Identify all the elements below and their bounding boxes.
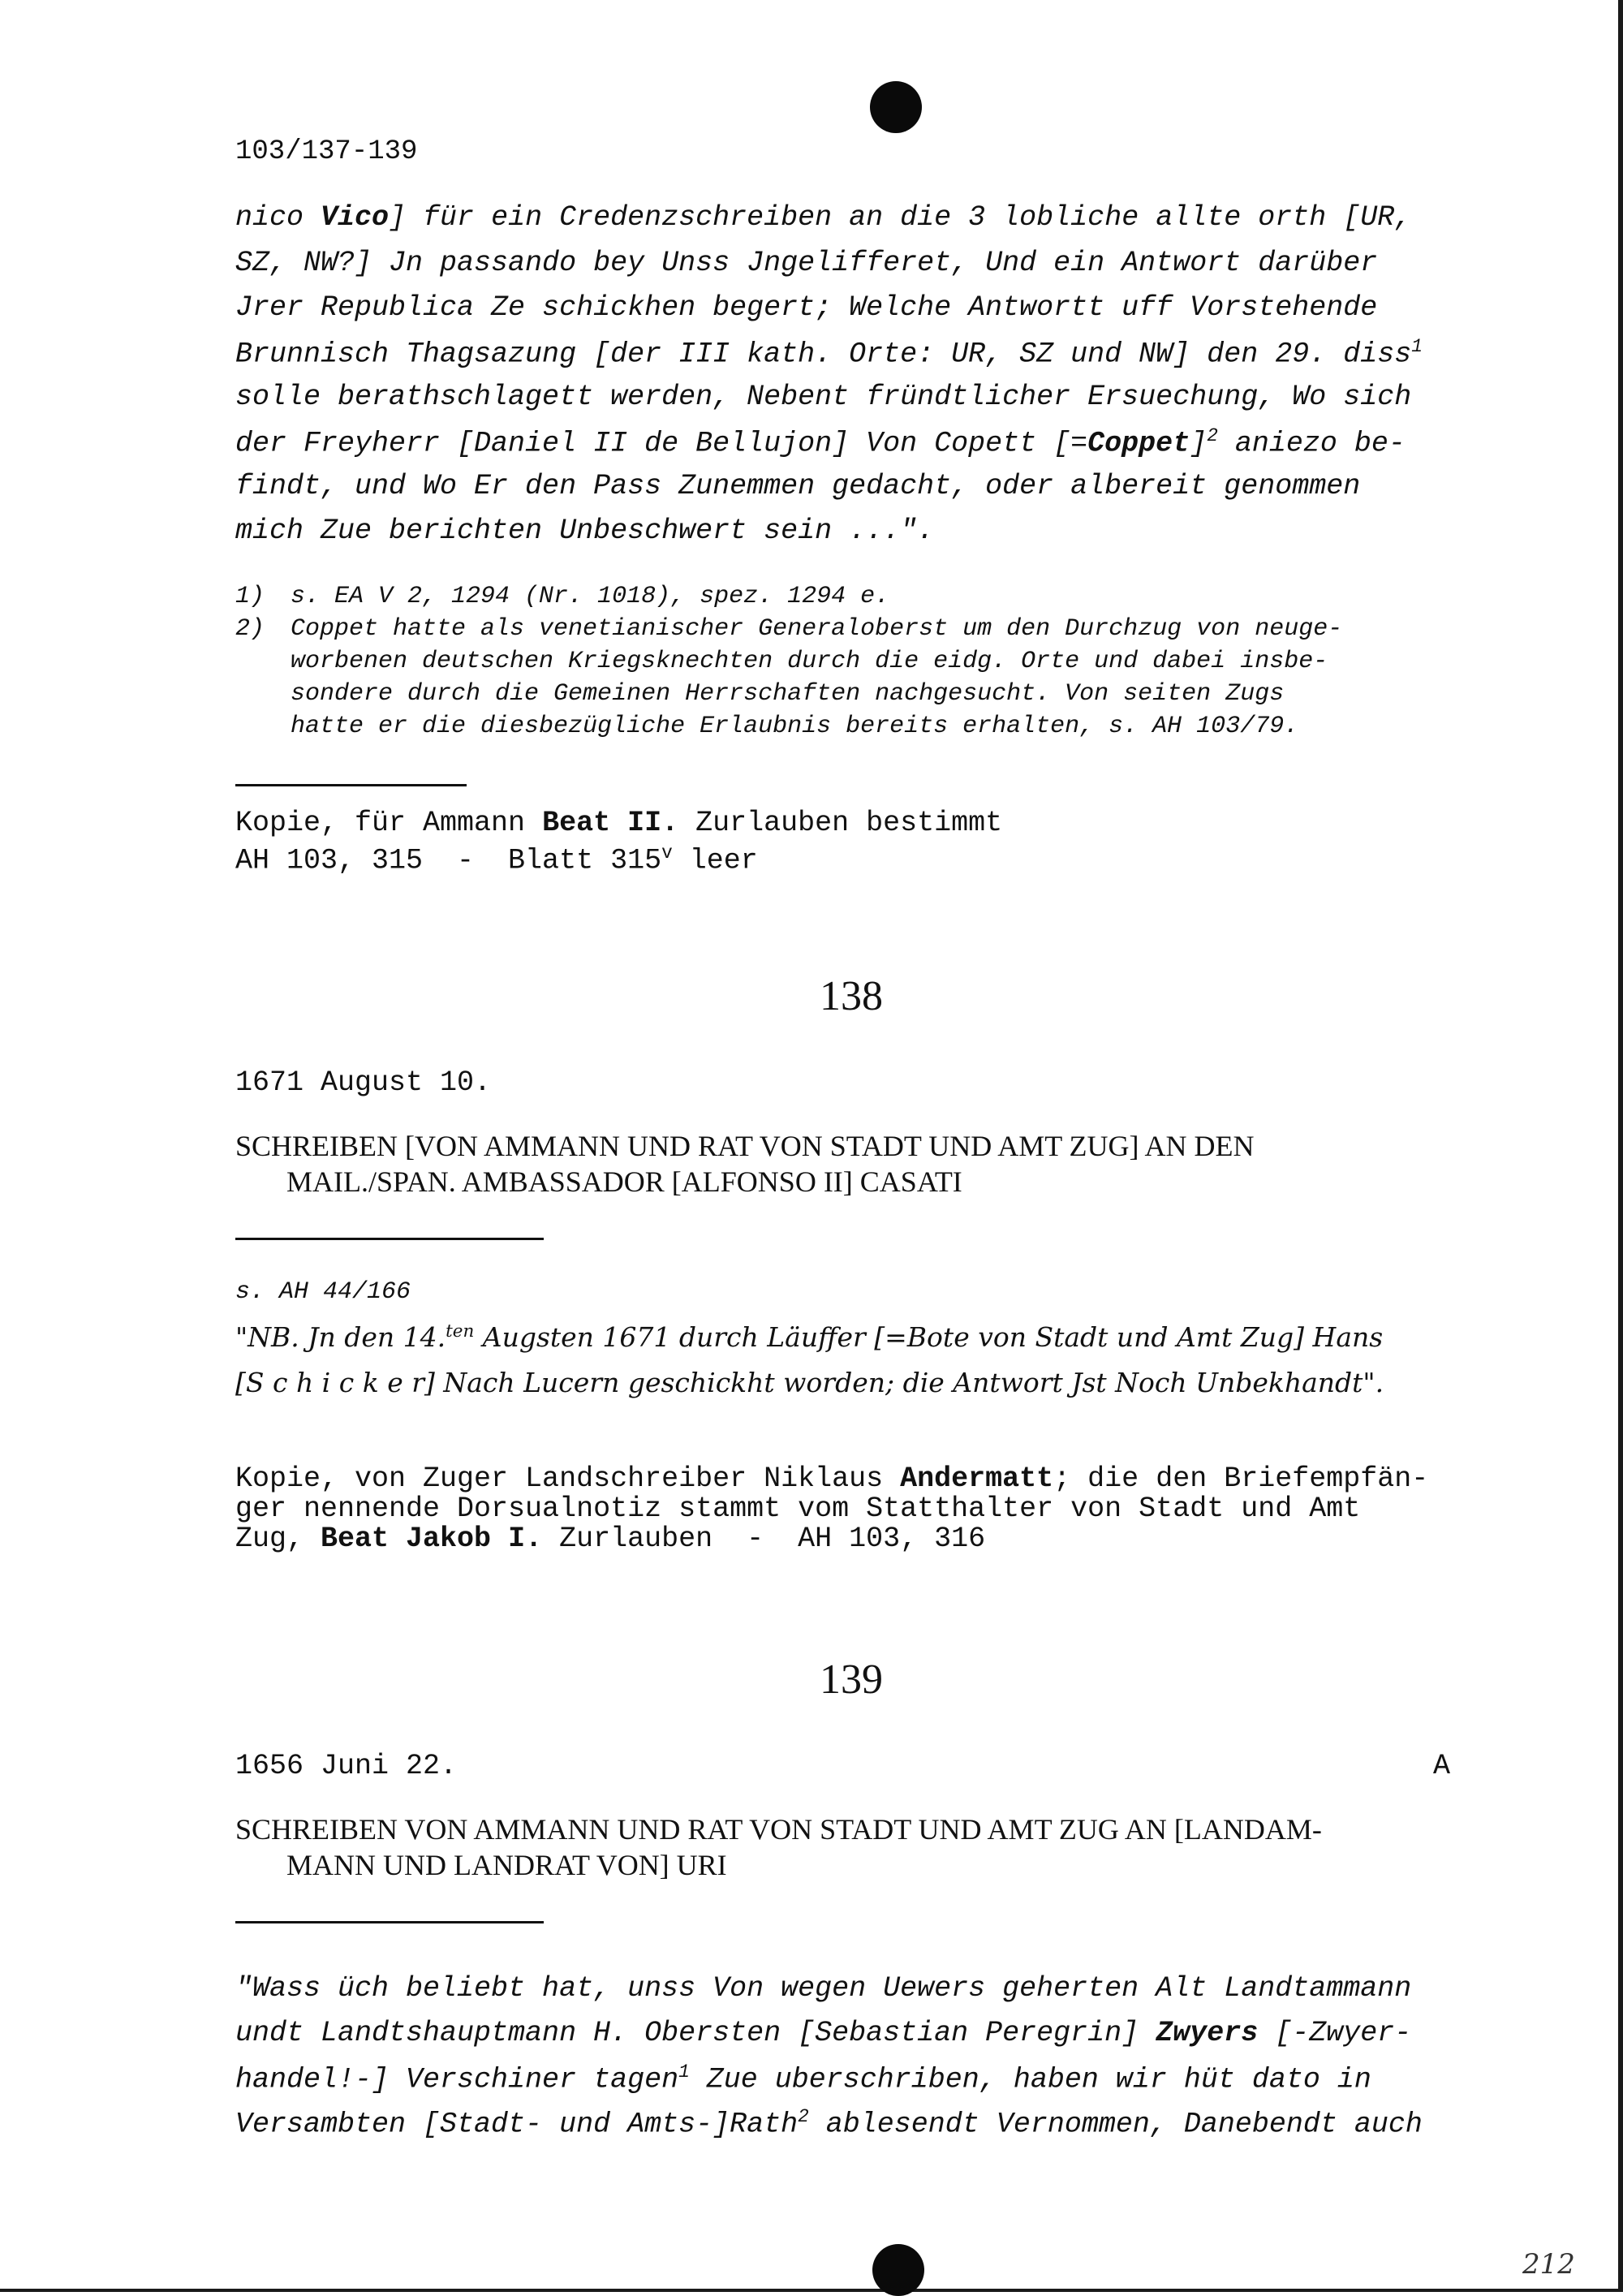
punch-hole-bottom — [872, 2244, 924, 2296]
quote-line: der Freyherr [Daniel II de Bellujon] Von Copett [=Coppet]$^2$ aniezo be- — [235, 425, 1406, 460]
cross-reference: s. AH 44/166 — [235, 1278, 411, 1306]
quote-line: SZ, NW?] Jn passando bey Unss Jngelifferet, Und ein Antwort darüber — [235, 247, 1378, 279]
footnote-text: s. EA V 2, 1294 (Nr. 1018), spez. 1294 e. — [291, 583, 890, 610]
footnote-label: 1) — [235, 583, 265, 610]
footnote-text: sondere durch die Gemeinen Herrschaften nachgesucht. Von seiten Zugs — [291, 680, 1285, 708]
separator — [235, 1238, 544, 1240]
footnote-text: Coppet hatte als venetianischer Generaloberst um den Durchzug von neuge- — [291, 615, 1343, 643]
quote-line: handel!-] Verschiner tagen$^1$ Zue uberschriben, haben wir hüt dato in — [235, 2061, 1371, 2096]
note-line: "NB. Jn den 14.$^{ten}$ Augsten 1671 durch Läuffer [=Bote von Stadt und Amt Zug] Hans — [235, 1321, 1384, 1353]
entry-title: SCHREIBEN VON AMMANN UND RAT VON STADT UND AMT ZUG AN [LANDAM- MANN UND LANDRAT VON] URI — [235, 1813, 1322, 1881]
footnote-text: worbenen deutschen Kriegsknechten durch die eidg. Orte und dabei insbe- — [291, 648, 1328, 675]
quote-line: nico Vico] für ein Credenzschreiben an die 3 lobliche allte orth [UR, — [235, 201, 1412, 234]
separator — [235, 1921, 544, 1923]
version-letter: A — [1433, 1750, 1451, 1782]
footnote-label: 2) — [235, 615, 265, 643]
separator — [235, 784, 467, 786]
reference-number: 103/137-139 — [235, 136, 418, 167]
quote-line: mich Zue berichten Unbeschwert sein ...". — [235, 515, 935, 547]
punch-hole-top — [870, 81, 922, 133]
quote-line: undt Landtshauptmann H. Obersten [Sebastian Peregrin] Zwyers [-Zwyer- — [235, 2017, 1412, 2049]
source-note: Kopie, von Zuger Landschreiber Niklaus Andermatt; die den Briefempfän- ger nennende Dorsualnotiz stammt vom Statthalter von Stadt und Amt Zug, Beat Jakob I. Zurlauben - AH 103, 316 — [235, 1462, 1429, 1555]
handwritten-page-number: 212 — [1522, 2248, 1575, 2281]
quote-line: Jrer Republica Ze schickhen begert; Welche Antwortt uff Vorstehende — [235, 291, 1378, 324]
quote-line: findt, und Wo Er den Pass Zunemmen gedacht, oder albereit genommen — [235, 470, 1361, 502]
entry-date: 1671 August 10. — [235, 1066, 492, 1099]
entry-number: 138 — [820, 973, 883, 1019]
entry-date: 1656 Juni 22. — [235, 1750, 458, 1782]
source-note: Kopie, für Ammann Beat II. Zurlauben bestimmt AH 103, 315 - Blatt 315$^v$ leer — [235, 807, 1003, 877]
entry-number: 139 — [820, 1656, 883, 1703]
quote-line: Versambten [Stadt- und Amts-]Rath$^2$ ablesendt Vernommen, Danebendt auch — [235, 2106, 1423, 2141]
quote-line: "Wass üch beliebt hat, unss Von wegen Uewers geherten Alt Landtammann — [235, 1972, 1412, 2005]
entry-title: SCHREIBEN [VON AMMANN UND RAT VON STADT UND AMT ZUG] AN DEN MAIL./SPAN. AMBASSADOR [ALFONSO II] CASATI — [235, 1130, 1255, 1198]
quote-line: solle berathschlagett werden, Nebent fründtlicher Ersuechung, Wo sich — [235, 381, 1412, 413]
footnote-text: hatte er die diesbezügliche Erlaubnis bereits erhalten, s. AH 103/79. — [291, 713, 1299, 740]
page-edge-bottom — [0, 2289, 1623, 2292]
note-line: [S c h i c k e r] Nach Lucern geschickht worden; die Antwort Jst Noch Unbekhandt". — [235, 1367, 1384, 1398]
quote-line: Brunnisch Thagsazung [der III kath. Orte: UR, SZ und NW] den 29. diss$^1$ — [235, 336, 1423, 371]
page-edge-right — [1618, 0, 1623, 2292]
